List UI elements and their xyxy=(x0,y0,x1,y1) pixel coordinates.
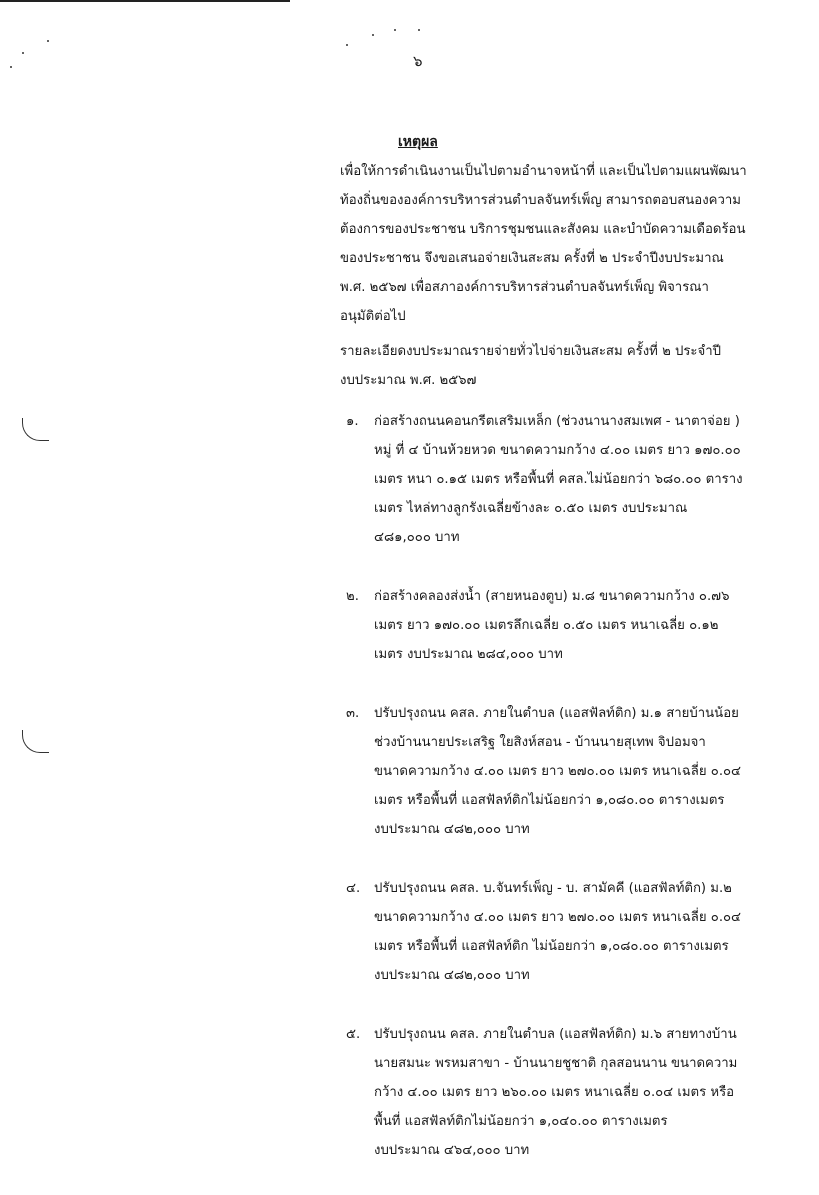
item-number: ๕. xyxy=(346,1027,361,1042)
scan-speck xyxy=(10,66,12,68)
item-number: ๓. xyxy=(346,706,360,721)
item-number: ๔. xyxy=(346,881,361,896)
project-list xyxy=(340,407,780,1165)
item-text: ๔๘๑,๐๐๐ บาท xyxy=(374,530,460,545)
item-text: งบประมาณ ๔๖๔,๐๐๐ บาท xyxy=(374,1143,530,1158)
item-text: เมตร งบประมาณ ๒๘๔,๐๐๐ บาท xyxy=(374,647,563,662)
top-edge-line xyxy=(0,0,290,2)
item-text: กว้าง ๔.๐๐ เมตร ยาว ๒๖๐.๐๐ เมตร หนาเฉลี่ย ๐.๐๔ เมตร หรือ xyxy=(374,1085,735,1100)
item-text: เมตร หรือพื้นที่ แอสฟัลท์ติกไม่น้อยกว่า ๑,๐๘๐.๐๐ ตารางเมตร xyxy=(374,793,725,808)
detail-paragraph xyxy=(340,337,780,395)
item-text: ก่อสร้างถนนคอนกรีตเสริมเหล็ก (ช่วงนานางสมเพศ - นาตาจ่อย ) xyxy=(374,414,740,429)
text-line: พ.ศ. ๒๕๖๗ เพื่อสภาองค์การบริหารส่วนตำบลจันทร์เพ็ญ พิจารณา xyxy=(340,280,709,295)
item-text: ปรับปรุงถนน คสล. บ.จันทร์เพ็ญ - บ. สามัคคี (แอสฟัลท์ติก) ม.๒ xyxy=(374,881,732,896)
text-line: งบประมาณ พ.ศ. ๒๕๖๗ xyxy=(340,373,477,388)
item-text: งบประมาณ ๔๘๒,๐๐๐ บาท xyxy=(374,968,530,983)
item-text: ขนาดความกว้าง ๔.๐๐ เมตร ยาว ๒๗๐.๐๐ เมตร หนาเฉลี่ย ๐.๐๔ xyxy=(374,764,742,779)
text-line: รายละเอียดงบประมาณรายจ่ายทั่วไปจ่ายเงินสะสม ครั้งที่ ๒ ประจำปี xyxy=(340,344,721,359)
page-number: ๖ xyxy=(413,52,423,70)
text-line: ของประชาชน จึงขอเสนอจ่ายเงินสะสม ครั้งที่ ๒ ประจำปีงบประมาณ xyxy=(340,251,724,266)
item-text: ขนาดความกว้าง ๔.๐๐ เมตร ยาว ๒๗๐.๐๐ เมตร หนาเฉลี่ย ๐.๐๔ xyxy=(374,910,742,925)
item-text: งบประมาณ ๔๘๒,๐๐๐ บาท xyxy=(374,822,530,837)
scan-speck xyxy=(394,29,396,31)
pen-mark xyxy=(22,418,49,441)
text-line: ท้องถิ่นขององค์การบริหารส่วนตำบลจันทร์เพ็ญ สามารถตอบสนองความ xyxy=(340,193,741,208)
item-number: ๒. xyxy=(346,589,359,604)
scan-speck xyxy=(346,44,348,46)
pen-mark xyxy=(22,730,49,753)
scan-speck xyxy=(22,52,24,54)
item-text: หมู่ ที่ ๔ บ้านห้วยหวด ขนาดความกว้าง ๔.๐๐ เมตร ยาว ๑๗๐.๐๐ xyxy=(374,443,741,458)
list-item xyxy=(340,1020,780,1165)
item-text: เมตร ไหล่ทางลูกรังเฉลี่ยข้างละ ๐.๕๐ เมตร งบประมาณ xyxy=(374,501,688,516)
reason-paragraph xyxy=(340,157,780,331)
text-line: อนุมัติต่อไป xyxy=(340,309,406,324)
section-heading: เหตุผล xyxy=(398,134,438,150)
item-text: นายสมนะ พรหมสาขา - บ้านนายชูชาติ กุลสอนนาน ขนาดความ xyxy=(374,1056,738,1071)
list-item xyxy=(340,874,780,990)
item-text: เมตร หนา ๐.๑๕ เมตร หรือพื้นที่ คสล.ไม่น้อยกว่า ๖๘๐.๐๐ ตาราง xyxy=(374,472,743,487)
item-text: เมตร หรือพื้นที่ แอสฟัลท์ติก ไม่น้อยกว่า ๑,๐๘๐.๐๐ ตารางเมตร xyxy=(374,939,729,954)
item-text: เมตร ยาว ๑๗๐.๐๐ เมตรลึกเฉลี่ย ๐.๕๐ เมตร หนาเฉลี่ย ๐.๑๒ xyxy=(374,618,719,633)
text-line: เพื่อให้การดำเนินงานเป็นไปตามอำนาจหน้าที่ และเป็นไปตามแผนพัฒนา xyxy=(340,164,747,179)
item-text: ปรับปรุงถนน คสล. ภายในตำบล (แอสฟัลท์ติก) ม.๖ สายทางบ้าน xyxy=(374,1027,737,1042)
item-text: พื้นที่ แอสฟัลท์ติกไม่น้อยกว่า ๑,๐๔๐.๐๐ ตารางเมตร xyxy=(374,1114,668,1129)
scan-speck xyxy=(47,40,49,42)
item-number: ๑. xyxy=(346,414,359,429)
list-item xyxy=(340,407,780,552)
item-text: ปรับปรุงถนน คสล. ภายในตำบล (แอสฟัลท์ติก) ม.๑ สายบ้านน้อย xyxy=(374,706,739,721)
list-item xyxy=(340,699,780,844)
text-line: ต้องการของประชาชน บริการชุมชนและสังคม และบำบัดความเดือดร้อน xyxy=(340,222,746,237)
scan-speck xyxy=(418,29,420,31)
list-item xyxy=(340,582,780,669)
scan-speck xyxy=(372,34,374,36)
item-text: ก่อสร้างคลองส่งน้ำ (สายหนองตูบ) ม.๘ ขนาดความกว้าง ๐.๗๖ xyxy=(374,589,730,604)
document-body xyxy=(340,128,780,1195)
item-text: ช่วงบ้านนายประเสริฐ ใยสิงห์สอน - บ้านนายสุเทพ จิปอมจา xyxy=(374,735,706,750)
